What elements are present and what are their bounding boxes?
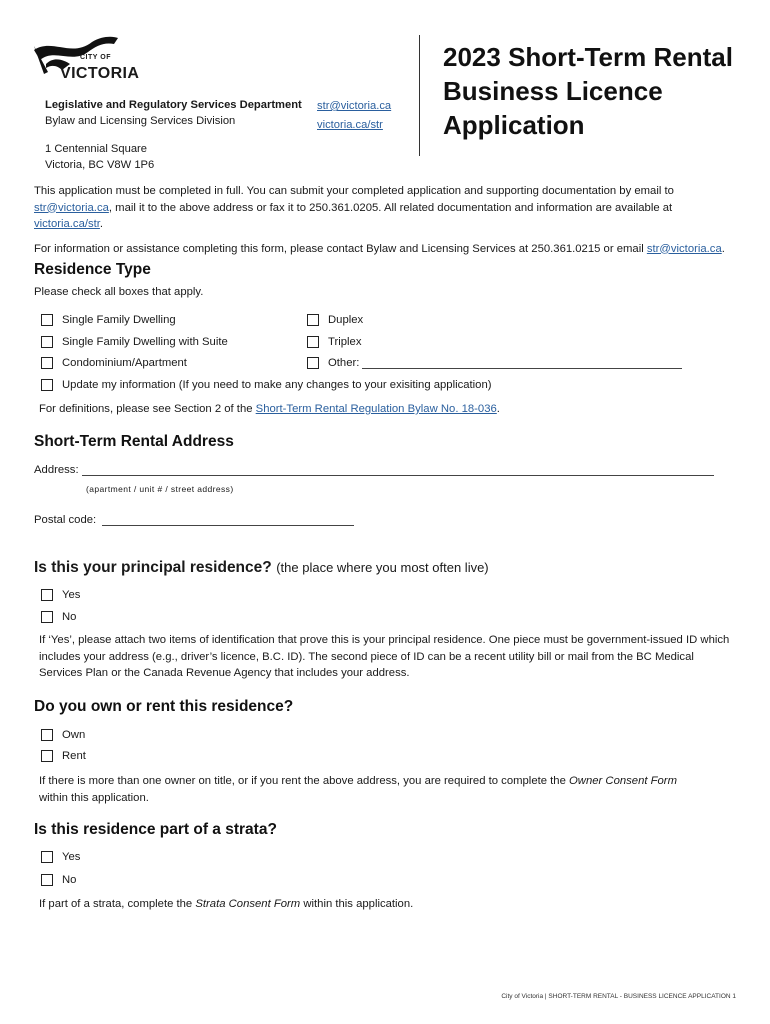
address-heading: Short-Term Rental Address [34,433,234,450]
intro-text [34,183,740,265]
address-line-2: Victoria, BC V8W 1P6 [45,159,155,171]
own-rent-heading: Do you own or rent this residence? [34,698,294,715]
checkbox-strata-no[interactable]: No [41,874,76,886]
strata-heading: Is this residence part of a strata? [34,821,277,838]
principal-heading: Is this your principal residence? [34,559,272,576]
checkbox-icon[interactable] [41,336,53,348]
header-divider [419,35,420,156]
address-input-line[interactable] [82,465,714,476]
definitions-note: For definitions, please see Section 2 of the Short-Term Rental Regulation Bylaw No. 18-036. [39,403,500,415]
logo-victoria: VICTORIA [60,65,140,82]
checkbox-icon[interactable] [41,611,53,623]
postal-input-line[interactable] [102,515,354,526]
logo-city-of: CITY OF [80,54,111,61]
intro-email-link-2[interactable]: str@victoria.ca [646,242,722,255]
checkbox-strata-yes[interactable]: Yes [41,851,80,863]
checkbox-principal-no[interactable]: No [41,611,76,623]
postal-row [34,514,354,526]
checkbox-icon[interactable] [41,729,53,741]
intro-paragraph-1: This application must be completed in full. You can submit your completed application and supporting documentation by email to str@victoria.ca, mail it to the above address or fax it to 250.361.0205. All related documentation and information are available at victoria.ca/str. [34,185,674,230]
checkbox-icon[interactable] [41,357,53,369]
checkbox-triplex[interactable]: Triplex [307,336,361,348]
checkbox-icon[interactable] [307,336,319,348]
principal-note: If ‘Yes’, please attach two items of identification that prove this is your principal residence. One piece must be government-issued ID which includes your address (e.g., driver’s licence, B.C. ID). The second piece of ID can be a recent utility bill or mail from the BC Medical Services Plan or the Canada Revenue Agency that includes your address. [39,634,730,679]
checkbox-icon[interactable] [41,379,53,391]
own-rent-note: If there is more than one owner on title, or if you rent the above address, you are required to complete the Owner Consent Form within this application. [39,775,677,804]
checkbox-other[interactable]: Other: [307,357,682,369]
header-website-link[interactable]: victoria.ca/str [317,119,383,131]
address-hint: (apartment / unit # / street address) [86,484,234,494]
address-line-1: 1 Centennial Square [45,143,148,155]
checkbox-principal-yes[interactable]: Yes [41,589,80,601]
bylaw-link[interactable]: Short-Term Rental Regulation Bylaw No. 18-036 [255,403,497,415]
residence-type-heading: Residence Type [34,261,151,278]
checkbox-icon[interactable] [41,314,53,326]
page-title: 2023 Short-Term Rental Business Licence Application [443,42,733,140]
checkbox-icon[interactable] [41,874,53,886]
owner-consent-form-ref: Owner Consent Form [569,775,677,787]
intro-email-link[interactable]: str@victoria.ca [34,201,109,214]
header-email-link[interactable]: str@victoria.ca [317,100,392,112]
checkbox-single-family-suite[interactable]: Single Family Dwelling with Suite [41,336,228,348]
address-label: Address: [34,464,79,476]
checkbox-single-family[interactable]: Single Family Dwelling [41,314,176,326]
checkbox-icon[interactable] [307,357,319,369]
checkbox-condo[interactable]: Condominium/Apartment [41,357,187,369]
checkbox-icon[interactable] [41,851,53,863]
checkbox-update-info[interactable]: Update my information (If you need to make any changes to your exisiting application) [41,379,492,391]
department-name: Legislative and Regulatory Services Department [45,99,302,111]
residence-type-instruction: Please check all boxes that apply. [34,286,204,298]
checkbox-icon[interactable] [41,750,53,762]
principal-heading-row [34,559,489,577]
other-input-line[interactable] [362,358,682,369]
strata-note: If part of a strata, complete the Strata Consent Form within this application. [39,898,414,910]
division-name: Bylaw and Licensing Services Division [45,115,236,127]
page-footer: City of Victoria | SHORT-TERM RENTAL - BUSINESS LICENCE APPLICATION 1 [501,993,736,1000]
department-block [45,97,302,173]
principal-heading-note: (the place where you most often live) [276,560,489,575]
intro-website-link[interactable]: victoria.ca/str [34,218,100,230]
checkbox-duplex[interactable]: Duplex [307,314,363,326]
checkbox-rent[interactable]: Rent [41,750,86,762]
intro-paragraph-2: For information or assistance completing this form, please contact Bylaw and Licensing Services at 250.361.0215 or email str@victoria.ca. [34,242,725,255]
city-logo [32,34,144,86]
checkbox-own[interactable]: Own [41,729,85,741]
address-row [34,464,714,476]
checkbox-icon[interactable] [307,314,319,326]
strata-consent-form-ref: Strata Consent Form [195,898,301,910]
contact-links [317,97,391,135]
postal-label: Postal code: [34,514,97,526]
checkbox-icon[interactable] [41,589,53,601]
